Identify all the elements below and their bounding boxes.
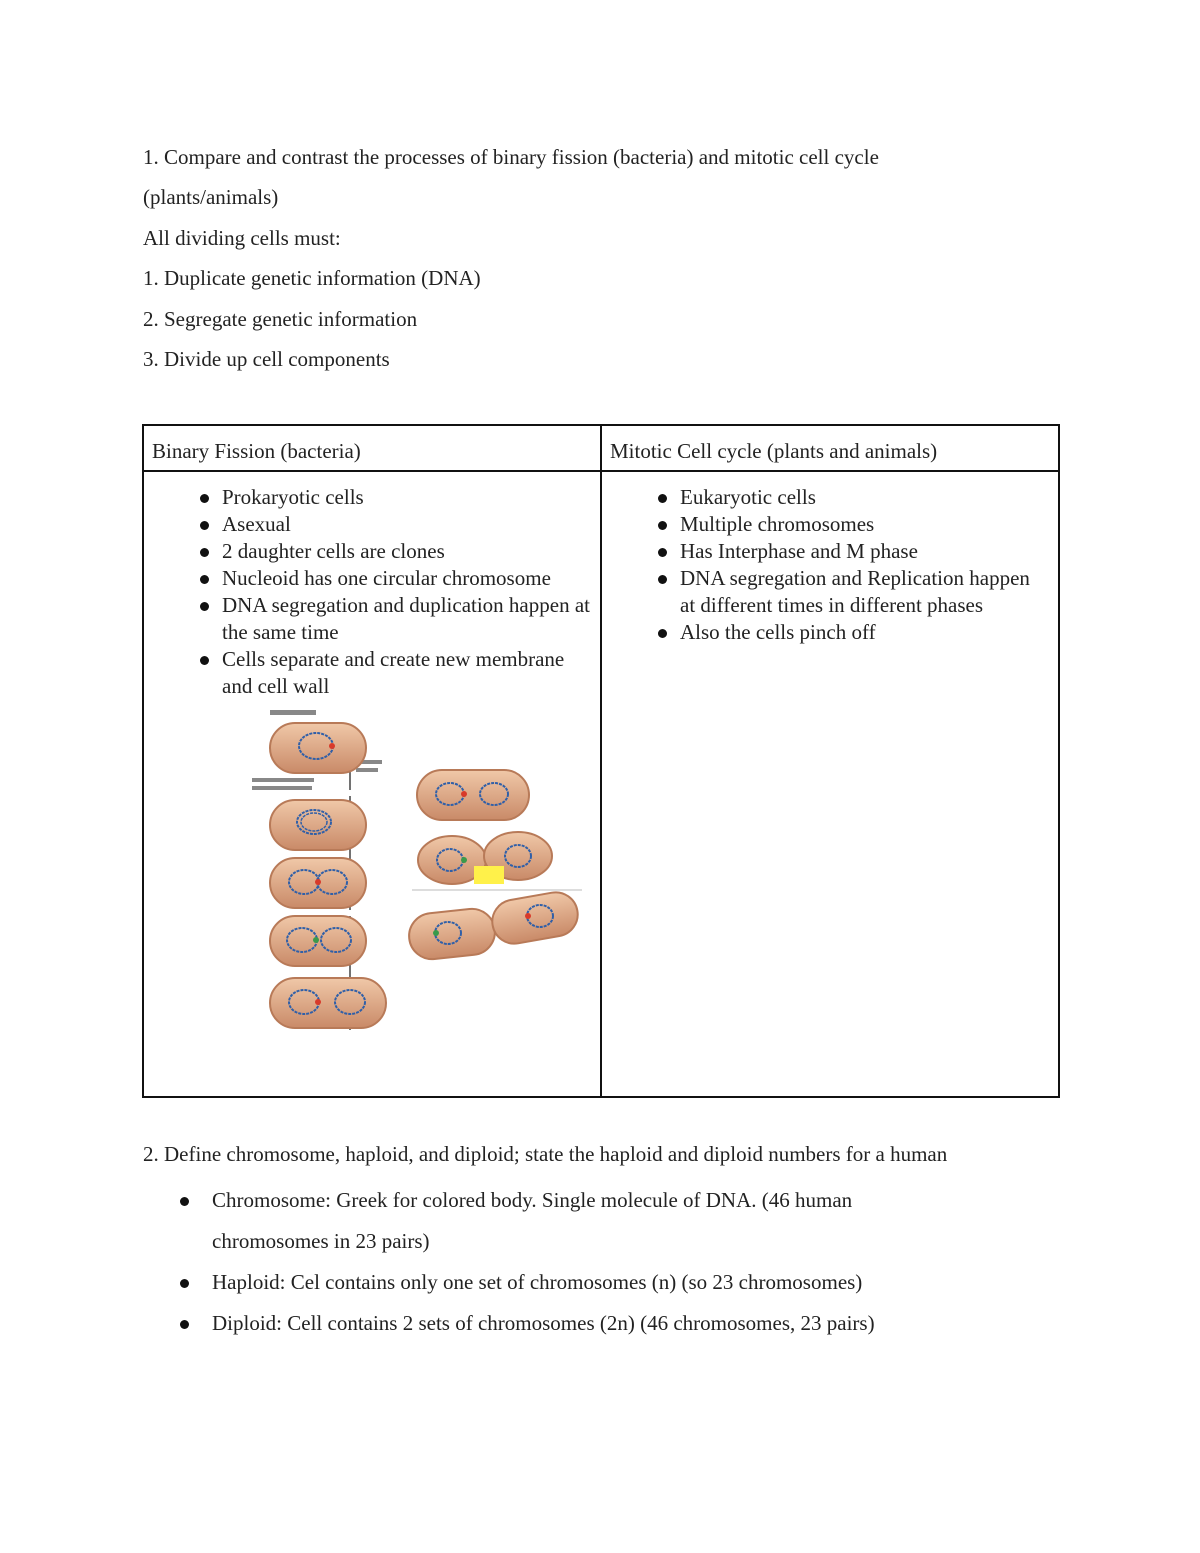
label-mark <box>252 778 314 782</box>
list-item-haploid: Haploid: Cel contains only one set of chromosomes (n) (so 23 chromosomes) <box>212 1262 875 1303</box>
cell-stage-4 <box>270 916 366 966</box>
comparison-table <box>142 424 1060 1098</box>
chromosome-definition-cont: chromosomes in 23 pairs) <box>212 1229 430 1253</box>
step-2: 2. Segregate genetic information <box>143 307 418 331</box>
step-3: 3. Divide up cell components <box>143 347 390 371</box>
label-mark <box>270 710 316 715</box>
label-mark <box>252 786 312 790</box>
question-1-title: 1. Compare and contrast the processes of binary fission (bacteria) and mitotic cell cycle <box>143 145 879 169</box>
intro-text: All dividing cells must: <box>143 226 341 250</box>
list-item: Also the cells pinch off <box>680 619 1050 646</box>
cell-stage-3 <box>270 858 366 908</box>
list-item: DNA segregation and Replication happen at different times in different phases <box>680 565 1050 619</box>
step-1: 1. Duplicate genetic information (DNA) <box>143 266 481 290</box>
list-item: Eukaryotic cells <box>680 484 1050 511</box>
cell-stage-1 <box>270 723 366 773</box>
highlight-label <box>474 866 504 884</box>
list-item: Asexual <box>222 511 592 538</box>
question-2-title: 2. Define chromosome, haploid, and diploid; state the haploid and diploid numbers for a human <box>143 1142 948 1166</box>
header-binary-fission: Binary Fission (bacteria) <box>143 425 601 471</box>
daughter-cell-1 <box>407 907 497 962</box>
binary-fission-cell <box>143 471 601 1097</box>
list-item-diploid: Diploid: Cell contains 2 sets of chromosomes (2n) (46 chromosomes, 23 pairs) <box>212 1303 875 1344</box>
binary-fission-diagram <box>252 708 582 1038</box>
question-1-title-cont: (plants/animals) <box>143 185 279 209</box>
cell-stage-5 <box>270 978 386 1028</box>
definitions-list <box>212 1180 875 1344</box>
list-item: DNA segregation and duplication happen at the same time <box>222 592 592 646</box>
chromosome-definition: Chromosome: Greek for colored body. Single molecule of DNA. (46 human <box>212 1188 853 1212</box>
list-item: 2 daughter cells are clones <box>222 538 592 565</box>
list-item: Nucleoid has one circular chromosome <box>222 565 592 592</box>
binary-fission-list <box>152 484 592 700</box>
label-mark <box>356 768 378 772</box>
list-item: Prokaryotic cells <box>222 484 592 511</box>
list-item: Multiple chromosomes <box>680 511 1050 538</box>
header-mitotic: Mitotic Cell cycle (plants and animals) <box>601 425 1059 471</box>
list-item: Cells separate and create new membrane and cell wall <box>222 646 592 700</box>
cell-elongated <box>417 770 529 820</box>
cell-stage-2 <box>270 800 366 850</box>
daughter-cell-2 <box>489 889 581 947</box>
mitotic-cell <box>601 471 1059 1097</box>
mitotic-list <box>610 484 1050 646</box>
list-item-chromosome <box>212 1180 875 1262</box>
list-item: Has Interphase and M phase <box>680 538 1050 565</box>
